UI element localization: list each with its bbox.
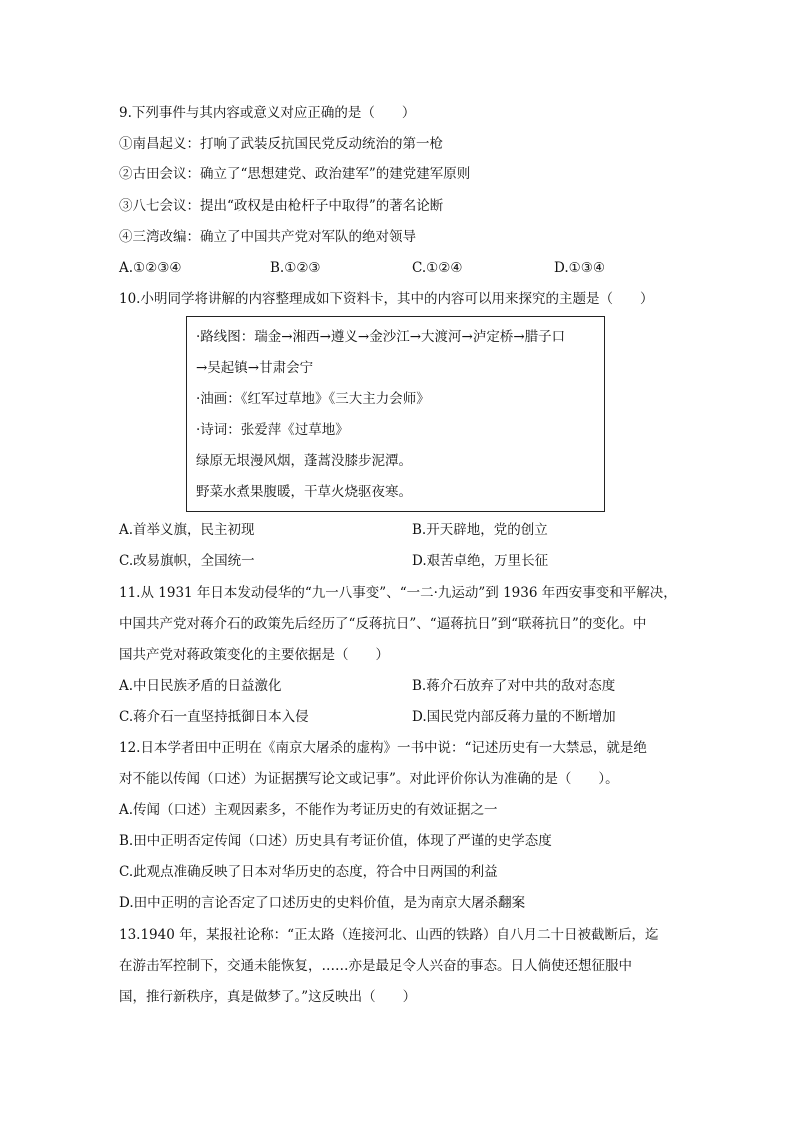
q12-option-a: A.传闻（口述）主观因素多，不能作为考证历史的有效证据之一 (119, 802, 498, 818)
q9-item-4: ④三湾改编：确立了中国共产党对军队的绝对领导 (119, 229, 416, 245)
card-painting: ·油画：《红军过草地》《三大主力会师》 (196, 391, 430, 407)
q12-option-b: B.田中正明否定传闻（口述）历史具有考证价值，体现了严谨的史学态度 (119, 833, 552, 849)
q11-stem-line-3: 国共产党对蒋政策变化的主要依据是（ ） (119, 647, 389, 663)
q9-option-c: C.①②④ (412, 260, 463, 276)
q9-item-2: ②古田会议：确立了“思想建党、政治建军”的建党建军原则 (119, 166, 471, 182)
q9-item-1: ①南昌起义：打响了武装反抗国民党反动统治的第一枪 (119, 136, 443, 152)
q11-option-a: A.中日民族矛盾的日益激化 (119, 678, 282, 694)
q12-option-d: D.田中正明的言论否定了口述历史的史料价值，是为南京大屠杀翻案 (119, 895, 526, 911)
card-poem-line-1: 绿原无垠漫风烟，蓬蒿没膝步泥潭。 (196, 453, 412, 469)
q11-stem-line-2: 中国共产党对蒋介石的政策先后经历了“反蒋抗日”、“逼蒋抗日”到“联蒋抗日”的变化。中 (119, 616, 647, 632)
resource-card (186, 316, 605, 512)
q11-option-d: D.国民党内部反蒋力量的不断增加 (412, 709, 616, 725)
q9-option-d: D.①③④ (554, 260, 605, 276)
card-route-line-2: →吴起镇→甘肃会宁 (196, 360, 314, 376)
q9-option-a: A.①②③④ (119, 260, 182, 276)
q12-option-c: C.此观点准确反映了日本对华历史的态度，符合中日两国的利益 (119, 864, 498, 880)
q13-stem-line-3: 国，推行新秩序，真是做梦了。”这反映出（ ） (119, 989, 417, 1005)
card-route-line-1: ·路线图：瑞金→湘西→遵义→金沙江→大渡河→泸定桥→腊子口 (196, 329, 566, 345)
q10-option-c: C.改易旗帜，全国统一 (119, 553, 255, 569)
q11-option-b: B.蒋介石放弃了对中共的敌对态度 (412, 678, 616, 694)
q11-stem-line-1: 11.从 1931 年日本发动侵华的“九一八事变”、“一二·九运动”到 1936 年西安事变和平解决， (119, 585, 677, 601)
q9-item-3: ③八七会议：提出“政权是由枪杆子中取得”的著名论断 (119, 198, 444, 214)
q10-option-b: B.开天辟地，党的创立 (412, 522, 548, 538)
q10-option-d: D.艰苦卓绝，万里长征 (412, 553, 549, 569)
q13-stem-line-2: 在游击军控制下，交通未能恢复，……亦是最足令人兴奋的事态。日人倘使还想征服中 (119, 958, 632, 974)
q10-option-a: A.首举义旗，民主初现 (119, 522, 255, 538)
q10-stem: 10.小明同学将讲解的内容整理成如下资料卡，其中的内容可以用来探究的主题是（ ） (119, 291, 654, 307)
card-poem-title: ·诗词：张爱萍《过草地》 (196, 422, 349, 438)
q9-option-b: B.①②③ (270, 260, 321, 276)
q12-stem-line-2: 对不能以传闻（口述）为证据撰写论文或记事”。对此评价你认为准确的是（ ）。 (119, 771, 619, 787)
q9-stem: 9.下列事件与其内容或意义对应正确的是（ ） (119, 105, 416, 121)
q13-stem-line-1: 13.1940 年，某报社论称：“正太路（连接河北、山西的铁路）自八月二十日被截断后，迄 (119, 927, 659, 943)
q12-stem-line-1: 12.日本学者田中正明在《南京大屠杀的虚构》一书中说：“记述历史有一大禁忌，就是绝 (119, 740, 647, 756)
q11-option-c: C.蒋介石一直坚持抵御日本入侵 (119, 709, 309, 725)
card-poem-line-2: 野菜水煮果腹暖，干草火烧驱夜寒。 (196, 484, 412, 500)
